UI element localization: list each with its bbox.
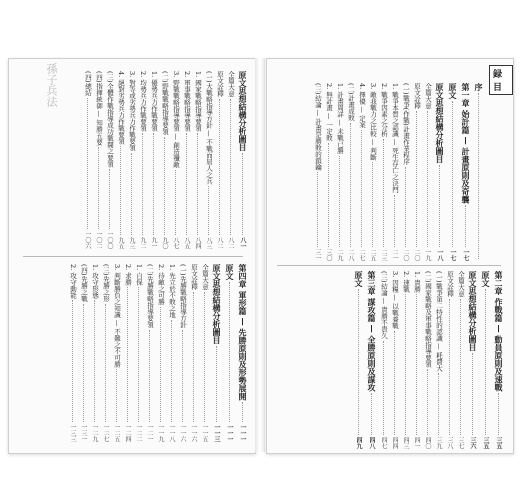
toc-entry (177, 264, 188, 442)
toc-dot-leader (416, 111, 417, 247)
toc-dot-leader (142, 133, 143, 235)
toc-entry (466, 271, 479, 449)
contents-header: 録目 (489, 65, 513, 95)
toc-dot-leader (405, 294, 406, 435)
toc-entry-title: (一)戰爭第二特性的認識 — 耗費大 (435, 271, 443, 372)
toc-dot-leader (87, 98, 88, 229)
toc-page-number: 一二五 (113, 424, 120, 442)
toc-entry-title: 4. 擇優 — 定案 (358, 83, 366, 128)
toc-dot-leader (465, 205, 466, 247)
toc-dot-leader (371, 393, 372, 435)
toc-dot-leader (460, 299, 461, 435)
toc-page-number: 八二 (216, 237, 223, 249)
toc-page-number: 三九 (435, 437, 442, 449)
toc-page-number: 三〇 (325, 249, 332, 261)
toc-entry (203, 71, 214, 249)
toc-page-number: 四九 (355, 437, 362, 449)
toc-entry-title: (三)先勝之形 (102, 264, 110, 302)
toc-entry-title: 第二章 作戰篇 — 動員原則及速戰 (494, 271, 504, 392)
toc-dot-leader (72, 300, 73, 422)
toc-dot-leader (105, 304, 106, 422)
toc-page-number: 四四 (391, 437, 398, 449)
left-page (8, 58, 256, 454)
toc-entry (389, 83, 400, 261)
toc-entry (446, 83, 459, 261)
toc-page-number: 八三 (205, 237, 212, 249)
toc-page-number: 二〇 (402, 249, 409, 261)
left-bottom-toc-block (35, 264, 249, 442)
toc-entry (411, 83, 422, 261)
toc-entry-title: 第一章 始計篇 — 計畫原則及奇襲 (461, 83, 471, 204)
toc-entry (479, 271, 492, 449)
toc-entry-title: 全篇大意 (227, 71, 235, 97)
toc-entry (100, 264, 111, 442)
toc-entry-title: 序 (474, 83, 484, 91)
toc-entry-title: 3. 對等或劣勢兵力作戰要領 (128, 71, 136, 151)
toc-entry (356, 83, 367, 261)
toc-entry (400, 83, 411, 261)
toc-entry-title: 原文思想結構分析圖目 (238, 71, 248, 151)
toc-dot-leader (372, 162, 373, 247)
toc-entry-title: (二)國家戰略及軍事戰略指導要領 (424, 271, 432, 368)
toc-dot-leader (230, 99, 231, 235)
toc-entry-title: 1. 優勢兵力作戰要領 (150, 71, 158, 132)
toc-dot-leader (160, 307, 161, 422)
toc-page-number: 一一一 (226, 424, 233, 442)
toc-dot-leader (197, 133, 198, 235)
toc-dot-leader (427, 369, 428, 435)
book-gutter (255, 58, 265, 452)
toc-dot-leader (229, 282, 230, 422)
toc-entry (422, 271, 433, 449)
toc-dot-leader (186, 133, 187, 235)
toc-entry-title: 原文思想結構分析圖目 (212, 264, 222, 344)
toc-page-number: 九三 (128, 237, 135, 249)
toc-page-number: 二八 (347, 249, 354, 261)
toc-entry (155, 264, 166, 442)
toc-entry (144, 264, 155, 442)
toc-dot-leader (472, 353, 473, 435)
toc-dot-leader (109, 169, 110, 229)
toc-page-number: 二九 (336, 249, 343, 261)
toc-dot-leader (193, 292, 194, 422)
toc-entry-title: 全篇大意 (201, 264, 209, 290)
toc-page-number: 一七 (449, 249, 456, 261)
toc-dot-leader (242, 153, 243, 235)
toc-entry (137, 71, 148, 249)
toc-entry (188, 264, 199, 442)
toc-entry-title: 原文詮釋 (413, 83, 421, 109)
toc-dot-leader (485, 289, 486, 435)
toc-dot-leader (438, 373, 439, 435)
toc-page-number: 一一三 (213, 424, 220, 442)
series-logo: 孫子兵法 (45, 63, 58, 107)
toc-entry-title: 原文 (448, 83, 458, 99)
toc-entry (365, 271, 378, 449)
toc-dot-leader (164, 137, 165, 235)
toc-dot-leader (208, 186, 209, 235)
toc-dot-leader (182, 330, 183, 422)
toc-entry (455, 271, 466, 449)
toc-entry (422, 83, 433, 261)
toc-entry-title: (四)指揮統御 — 知勝五要 (95, 71, 103, 146)
toc-entry-title: (二)先勝戰略指導要領 (146, 264, 154, 328)
toc-entry-title: 1. 國家戰略指導要領 (194, 71, 202, 132)
toc-entry (78, 264, 89, 442)
toc-entry (492, 271, 505, 449)
toc-dot-leader (394, 331, 395, 435)
toc-entry-title: (一)戰爭(作戰)計畫作業程序 (402, 83, 410, 165)
toc-entry-title: 2. 無計畫 — 一定敗 (325, 83, 333, 141)
toc-page-number: 四一 (413, 437, 420, 449)
toc-entry (122, 264, 133, 442)
toc-entry-title: (四)總結 (84, 71, 92, 96)
toc-dot-leader (138, 287, 139, 422)
toc-entry (170, 71, 181, 249)
toc-page-number: 三一 (314, 249, 321, 261)
toc-dot-leader (83, 304, 84, 422)
toc-entry (352, 271, 365, 449)
toc-entry (111, 264, 122, 442)
toc-entry (192, 71, 203, 249)
toc-entry (236, 71, 249, 249)
toc-entry-title: 原文思想結構分析圖目 (468, 271, 478, 351)
toc-entry-title: (一)先勝戰略指導方針 (179, 264, 187, 328)
toc-entry-title: 第四章 軍形篇 — 先勝原則及形勢展開 (238, 264, 248, 401)
toc-entry (133, 264, 144, 442)
toc-entry (214, 71, 225, 249)
toc-entry (126, 71, 137, 249)
toc-dot-leader (98, 147, 99, 229)
left-divider (23, 256, 243, 257)
toc-page-number: 一〇六 (84, 231, 91, 249)
toc-entry-title: 2. 求勝 (124, 264, 132, 286)
toc-dot-leader (383, 341, 384, 435)
toc-entry (411, 271, 422, 449)
toc-dot-leader (427, 111, 428, 247)
toc-page-number: 一〇二 (95, 231, 102, 249)
toc-entry (323, 83, 334, 261)
toc-page-number: 一二九 (91, 424, 98, 442)
toc-page-number: 一二一 (146, 424, 153, 442)
toc-dot-leader (416, 294, 417, 435)
toc-entry (223, 264, 236, 442)
toc-page-number: 三五 (495, 437, 502, 449)
toc-dot-leader (361, 130, 362, 247)
toc-dot-leader (449, 299, 450, 435)
toc-entry-title: 1. 自保 (135, 264, 143, 286)
toc-dot-leader (216, 346, 217, 422)
toc-entry (104, 71, 115, 249)
toc-entry-title: 2. 均勢兵力作戰要領 (139, 71, 147, 132)
toc-page-number: 三七 (457, 437, 464, 449)
toc-entry-title: 原文 (481, 271, 491, 287)
toc-dot-leader (339, 156, 340, 247)
toc-page-number: 一一九 (157, 424, 164, 442)
toc-page-number: 八四 (194, 237, 201, 249)
toc-page-number: 一一六 (179, 424, 186, 442)
toc-entry (378, 271, 389, 449)
toc-page-number: 一一八 (168, 424, 175, 442)
toc-dot-leader (498, 393, 499, 435)
toc-dot-leader (328, 143, 329, 247)
toc-page-number: 四七 (380, 437, 387, 449)
toc-entry-title: 3. 因糧 — 以戰養戰 (391, 271, 399, 329)
toc-page-number: 二一 (391, 249, 398, 261)
toc-page-number: 八一 (239, 237, 246, 249)
toc-entry (433, 83, 446, 261)
toc-entry-title: (一)大戰略指導方針 — 不戰而屈人之兵 (205, 71, 213, 185)
toc-entry (210, 264, 223, 442)
toc-dot-leader (439, 165, 440, 247)
toc-entry (148, 71, 159, 249)
toc-page-number: 九二 (139, 237, 146, 249)
toc-entry (472, 83, 485, 261)
toc-page-number: 一一一 (239, 424, 246, 442)
toc-entry (312, 83, 323, 261)
toc-entry (181, 71, 192, 249)
toc-page-number: 四八 (368, 437, 375, 449)
toc-entry (236, 264, 249, 442)
toc-entry (199, 264, 210, 442)
toc-dot-leader (204, 292, 205, 422)
toc-page-number: 八五 (183, 237, 190, 249)
toc-entry (389, 271, 400, 449)
toc-entry (89, 264, 100, 442)
toc-entry-title: 1. 戰爭本質之認識 — 死生存亡之決門 (391, 83, 399, 193)
toc-page-number: 一〇〇 (106, 231, 113, 249)
toc-entry-title: (三)結論 — 貴勝不貴久 (380, 271, 388, 339)
toc-page-number: 二五 (369, 249, 376, 261)
toc-entry-title: (二)野戰戰略指導要領 (161, 71, 169, 135)
toc-dot-leader (394, 195, 395, 247)
toc-entry-title: 原文 (225, 264, 235, 280)
toc-entry-title: 原文 (354, 271, 364, 287)
toc-entry (345, 83, 356, 261)
toc-entry (159, 71, 170, 249)
toc-page-number: 一一六 (190, 424, 197, 442)
toc-dot-leader (350, 123, 351, 247)
toc-entry-title: 3. 敵我戰力之比較 — 判斷 (369, 83, 377, 161)
toc-entry-title: 4. 絕對劣勢兵力作戰要領 (117, 71, 125, 145)
toc-entry (459, 83, 472, 261)
toc-page-number: 四〇 (424, 437, 431, 449)
toc-dot-leader (153, 133, 154, 235)
toc-dot-leader (171, 320, 172, 422)
toc-entry-title: 2. 待敵之可勝 (157, 264, 165, 305)
toc-dot-leader (405, 167, 406, 247)
toc-page-number: 一七 (462, 249, 469, 261)
toc-dot-leader (120, 146, 121, 235)
toc-page-number: 九五 (117, 237, 124, 249)
toc-dot-leader (94, 300, 95, 422)
right-divider (277, 265, 501, 266)
toc-entry (444, 271, 455, 449)
toc-entry (225, 71, 236, 249)
toc-dot-leader (149, 330, 150, 422)
toc-page-number: 三八 (446, 437, 453, 449)
toc-dot-leader (131, 153, 132, 235)
toc-entry (367, 83, 378, 261)
toc-entry-title: (三)結論 — 計畫是勝敗的鎖鑰 (314, 83, 322, 171)
toc-dot-leader (358, 289, 359, 435)
toc-entry-title: 2. 攻守動能 (69, 264, 77, 299)
toc-page-number: 一二二 (135, 424, 142, 442)
toc-entry-title: 2. 戰爭因素之分析 (380, 83, 388, 137)
toc-entry-title: 原文詮釋 (446, 271, 454, 297)
toc-entry-title: 2. 速戰 (402, 271, 410, 293)
toc-entry (334, 83, 345, 261)
toc-entry-title: 1. 先立於不敗之地 (168, 264, 176, 318)
toc-entry-title: 第三章 謀攻篇 — 全勝原則及謀攻 (367, 271, 377, 392)
toc-entry (166, 264, 177, 442)
left-top-toc-block (35, 71, 249, 249)
book-spread (8, 58, 512, 452)
toc-page-number: 二七 (358, 249, 365, 261)
toc-entry (115, 71, 126, 249)
toc-dot-leader (478, 93, 479, 259)
toc-entry-title: 1. 攻守形態 (91, 264, 99, 299)
toc-dot-leader (242, 402, 243, 422)
toc-page-number: 一三三 (69, 424, 76, 442)
toc-entry (67, 264, 78, 442)
toc-page-number: 九一 (150, 237, 157, 249)
toc-page-number: 三五 (482, 437, 489, 449)
toc-page-number: 九〇 (161, 237, 168, 249)
toc-entry (82, 71, 93, 249)
toc-entry (93, 71, 104, 249)
toc-page-number: 一八 (436, 249, 443, 261)
toc-entry (378, 83, 389, 261)
toc-entry-title: 3. 野戰戰略指導要領 — 創造殲敵 (172, 71, 180, 168)
toc-entry-title: 1. 計畫周詳 — 未戰已勝 (336, 83, 344, 154)
toc-entry-title: (四)先勝之戰 (80, 264, 88, 302)
toc-page-number: 三六 (469, 437, 476, 449)
toc-page-number: 一二七 (102, 424, 109, 442)
toc-page-number: 一三一 (80, 424, 87, 442)
toc-dot-leader (127, 287, 128, 422)
toc-entry-title: (三)全體作戰指導成功戰闘之要領 (106, 71, 114, 168)
toc-entry (433, 271, 444, 449)
right-top-toc-block (273, 83, 485, 261)
toc-page-number: 八七 (172, 237, 179, 249)
right-page (266, 58, 514, 454)
toc-entry-title: 1. 貴勝 (413, 271, 421, 293)
toc-dot-leader (116, 369, 117, 422)
toc-entry-title: 原文詮釋 (190, 264, 198, 290)
toc-page-number: 一一五 (201, 424, 208, 442)
toc-entry-title: 2. 軍事戰略指導要領 (183, 71, 191, 132)
toc-entry-title: 原文思想結構分析圖目 (435, 83, 445, 163)
toc-page-number: 一九 (424, 249, 431, 261)
toc-dot-leader (452, 101, 453, 247)
toc-page-number: 二三 (380, 249, 387, 261)
toc-entry-title: (二)計畫成敗 (347, 83, 355, 121)
toc-entry-title: 全篇大意 (457, 271, 465, 297)
toc-page-number: 八二 (227, 237, 234, 249)
toc-dot-leader (317, 172, 318, 247)
toc-entry-title: 全篇大意 (424, 83, 432, 109)
toc-dot-leader (383, 139, 384, 247)
toc-dot-leader (219, 99, 220, 235)
toc-page-number: 一二四 (124, 424, 131, 442)
toc-entry-title: 3. 判斷勝負之知識 — 不難之不可勝 (113, 264, 121, 368)
toc-entry (400, 271, 411, 449)
toc-dot-leader (175, 170, 176, 235)
toc-entry-title: 原文詮釋 (216, 71, 224, 97)
toc-page-number: 四三 (402, 437, 409, 449)
right-bottom-toc-block (273, 271, 505, 449)
toc-page-number: 二〇 (413, 249, 420, 261)
